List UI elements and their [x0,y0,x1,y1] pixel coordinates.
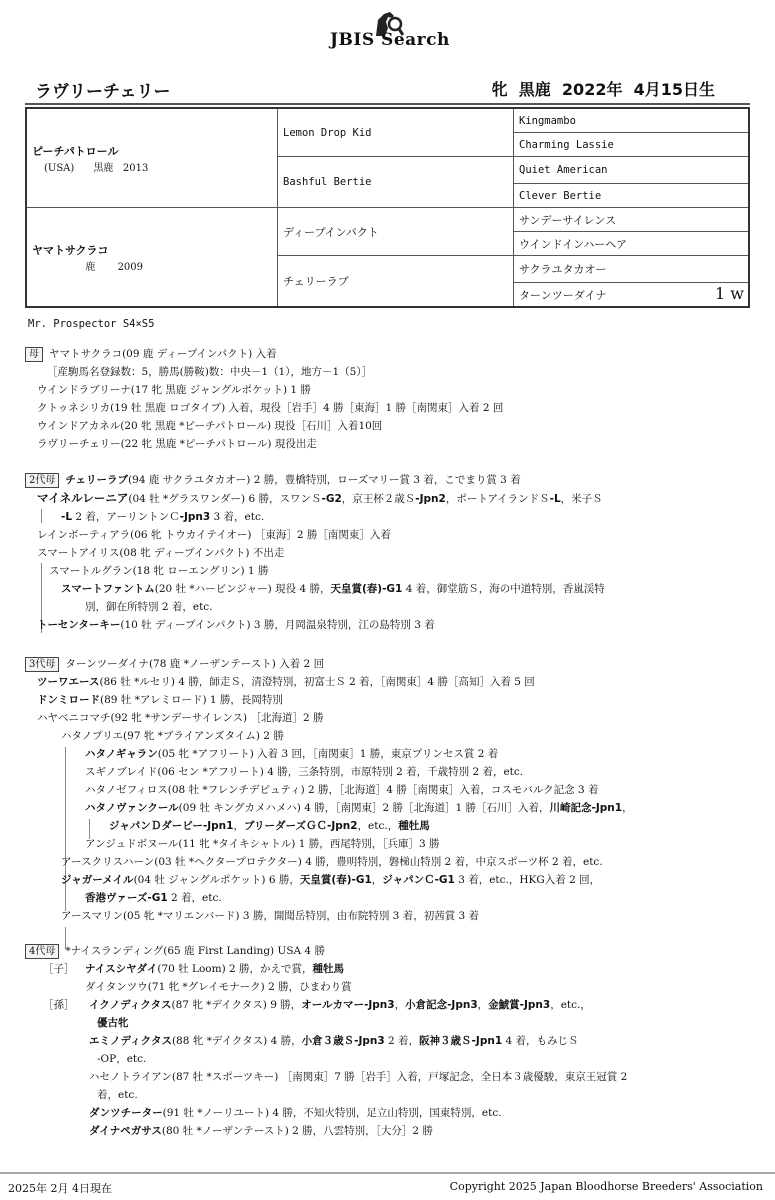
dam1-section [25,345,745,453]
bold-name: ダンツチーター [89,1107,163,1119]
dam4-line: 着，etc. [97,1089,138,1101]
dam1-head [25,345,745,363]
dam3-line [25,889,745,907]
dam3-section [25,655,745,925]
bold-name: ジャガーメイル [61,874,134,886]
text: (10 牡 ディープインパクト) 3 勝，月岡温泉特別，江の島特別 3 着 [120,619,435,631]
text: 2 着， [384,1035,420,1047]
dam3-line: アンジュドボヌール(11 牝 *タイキシャトル) 1 勝，西尾特別，［兵庫］3 勝 [85,838,440,850]
ancestor-g3[interactable]: Quiet American [514,157,750,184]
dam2-line: レインボーティアラ(06 牝 トウカイテイオー) ［東海］2 勝［南関東］入着 [37,529,391,541]
dam2-line: スマートアイリス(08 牝 ディープインパクト) 不出走 [37,547,285,559]
bold-name: ハタノヴァンクール [85,802,179,814]
bold-name: ドンミロード [37,694,100,706]
dam1-head-text: ヤマトサクラコ(09 鹿 ディープインパクト) 入着 [49,348,277,360]
dam3-line: スギノブレイド(06 セン *アフリート) 4 勝，三条特別，市原特別 2 着，千歳特別 2 着，etc. [85,766,524,778]
dam3-line [25,817,745,835]
text: 2 着，etc. [167,892,222,904]
text: 4 着，御堂筋Ｓ，海の中道特別，香嵐渓特 [402,583,605,595]
dam3-line: ハヤベニコマチ(92 牝 *サンデーサイレンス) ［北海道］2 勝 [37,712,324,724]
bold-race: オールカマー-Jpn3 [301,999,395,1011]
dam2-line: スマートルグラン(18 牝 ローエングリン) 1 勝 [49,565,269,577]
bold-race: 香港ヴァーズ-G1 [85,892,168,904]
text: ，米子Ｓ [560,493,603,505]
dam3-line [25,799,745,817]
dam2-line [25,580,745,598]
dam2-line: 別，御在所特別 2 着，etc. [85,601,213,613]
bold-race: ブリーダーズＧＣ-Jpn2 [243,820,358,832]
pedigree-table [25,107,750,308]
dam4-line: -OP，etc. [97,1053,147,1065]
bold-race: ジャパンＣ-G1 [382,874,455,886]
text: 3 着，etc.，HKG入着 2 回， [454,874,601,886]
dam4-line [25,996,745,1014]
sire-dam[interactable]: Bashful Bertie [278,157,514,208]
text: (70 牡 Loom) 2 勝，かえで賞， [157,963,313,975]
dam4-line: ダイタンツウ(71 牝 *グレイモナーク) 2 勝，ひまわり賞 [85,981,352,993]
dam2-head [25,471,745,489]
text: ，ポートアイランドＳ [445,493,550,505]
dam2-tag: 2代母 [25,473,59,488]
bold-grade: -Jpn3 [179,511,211,523]
bold-name: ハタノギャラン [85,748,158,760]
dam3-line: ハタノプリエ(97 牝 *ブライアンズタイム) 2 勝 [61,730,284,742]
dam2-line [25,616,745,634]
text: ， [394,999,406,1011]
dam4-head [25,942,745,960]
dam-dam[interactable]: チェリーラブ [278,256,514,308]
sire-info: (USA) 黒鹿 2013 [44,162,149,174]
horse-profile: 牝 黒鹿 2022年 4月15日生 [491,80,715,99]
text: (20 牡 *ハービンジャー) 現役 4 勝， [154,583,331,595]
text: (05 牝 *アフリート) 入着 3 回，［南関東］1 勝，東京プリンセス賞 2 着 [157,748,499,760]
ancestor-g3[interactable]: Kingmambo [514,108,750,133]
bold-race: 天皇賞(春) [330,583,383,595]
bold-name: トーセンターキー [37,619,121,631]
text: ，etc.， [550,999,591,1011]
dam3-line [25,745,745,763]
horse-title-bar [25,73,750,105]
dam1-line: ウインドアカネル(20 牝 黒鹿 *ピーチパトロール) 現役［石川］入着10回 [37,420,383,432]
dam3-line [25,691,745,709]
grandchild-label: ［孫］ [43,999,75,1011]
bold-race: 天皇賞(春)-G1 [299,874,372,886]
dam3-head-text: ターンツーダイナ(78 鹿 *ノーザンテースト) 入着 2 回 [65,658,325,670]
lw-mark: 1 w [715,284,744,303]
dam4-tag: 4代母 [25,944,59,959]
bold-grade: -G2 [321,493,342,505]
dam3-line: アースマリン(05 牝 *マリエンバード) 3 勝，開聞岳特別，由布院特別 3 着，初茜賞 3 着 [61,910,480,922]
text: (04 牡 ジャングルポケット) 6 勝， [133,874,300,886]
ancestor-g3[interactable]: Charming Lassie [514,133,750,157]
footer-copyright: Copyright 2025 Japan Bloodhorse Breeders' Association [449,1180,763,1193]
dam1-line: ラヴリーチェリー(22 牝 黒鹿 *ピーチパトロール) 現役出走 [37,438,317,450]
logo-text: JBIS Search [330,30,450,50]
sire-cell [26,108,278,208]
bold-name: マイネルレーニア [37,491,129,505]
bold-name: イクノディクタス [89,999,172,1011]
bold-race: 小倉３歳Ｓ-Jpn3 [301,1035,385,1047]
dam1-line: ウインドラブリーナ(17 牝 黒鹿 ジャングルポケット) 1 勝 [37,384,311,396]
text: ， [371,874,383,886]
text: (86 牡 *ルセリ) 4 勝，師走Ｓ，清澄特別，初富士Ｓ 2 着，［南関東］4 勝［高知］入着 5 回 [99,676,535,688]
footer-date: 2025年 2月 4日現在 [8,1182,112,1195]
text: 3 着，etc. [210,511,265,523]
dam4-line [25,1122,745,1140]
dam1-line: クトゥネシリカ(19 牡 黒鹿 ロゴタイプ) 入着，現役［岩手］4 勝［東海］1 勝［南関東］入着 2 回 [37,402,504,414]
ancestor-g3[interactable]: サンデーサイレンス [514,208,750,232]
bold-grade: -Jpn2 [415,493,446,505]
dam2-head-text: (94 鹿 サクラユタカオー) 2 勝，豊橋特別，ローズマリー賞 3 着，こでまり賞 3 着 [128,474,521,486]
dam2-section [25,471,745,634]
inbreeding-info: Mr. Prospector S4×S5 [28,318,155,330]
dam3-line [25,673,745,691]
bold-grade: -L [549,493,561,505]
bold-grade: -L [61,511,73,523]
dam-cell [26,208,278,308]
ancestor-g3[interactable]: ウインドインハーヘア [514,232,750,256]
dam-name[interactable]: ヤマトサクラコ [32,243,109,257]
text: (88 牝 *デイクタス) 4 勝， [171,1035,302,1047]
text: 2 着，アーリントンＣ [72,511,180,523]
ancestor-g3-last[interactable] [514,283,750,308]
ancestor-g3-name: ターンツーダイナ [519,288,607,302]
bold-name: ツーワエース [37,676,100,688]
text: ， [233,820,244,832]
text: (80 牡 *ノーザンテースト) 2 勝，八雲特別，［大分］2 勝 [161,1125,433,1137]
dam3-head [25,655,745,673]
dam2-name: チェリーラブ [65,474,129,486]
bold-name: スマートファントム [61,583,155,595]
dam3-line: ハタノゼフィロス(08 牡 *フレンチデピュティ) 2 勝，［北海道］4 勝［南関東］入着，コスモバルク記念 3 着 [85,784,599,796]
text: (89 牡 *アレミロード) 1 勝，長岡特別 [100,694,283,706]
dam4-section [25,942,745,1140]
bold-race: 金鯱賞-Jpn3 [488,999,551,1011]
sire-sire[interactable]: Lemon Drop Kid [278,108,514,157]
bold-text: 種牡馬 [312,963,345,975]
ancestor-g3[interactable]: Clever Bertie [514,184,750,208]
text: (09 牡 キングカメハメハ) 4 勝，［南関東］2 勝［北海道］1 勝［石川］入着， [178,802,550,814]
dam1-tag: 母 [25,347,43,362]
dam3-line: アースクリスハーン(03 牡 *ヘクタープロテクター) 4 勝，豊明特別，磐梯山特別 2 着，中京スポーツ杯 2 着，etc. [61,856,603,868]
dam4-line: ハセノトライアン(87 牡 *スポーツキー) ［南関東］7 勝［岩手］入着，戸塚記念，全日本３歳優駿，東京王冠賞 2 [89,1071,628,1083]
dam4-line [25,1014,745,1032]
dam4-line [25,960,745,978]
text: ， [622,802,633,814]
jbis-logo[interactable] [330,8,460,54]
text: ，京王杯２歳Ｓ [341,493,416,505]
sire-name[interactable]: ピーチパトロール [32,144,119,158]
bold-race: 川崎記念-Jpn1 [549,802,623,814]
dam2-line [25,508,745,526]
child-label: ［子］ [43,963,75,975]
dam4-head-text: *ナイスランディング(65 鹿 First Landing) USA 4 勝 [65,945,325,957]
dam-info: 鹿 2009 [44,261,144,273]
bold-grade: -G1 [382,583,403,595]
bold-text: 種牡馬 [398,820,430,832]
text: (04 牡 *グラスワンダー) 6 勝，スワンＳ [128,493,322,505]
ancestor-g3[interactable]: サクラユタカオー [514,256,750,283]
dam-sire[interactable]: ディープインパクト [278,208,514,256]
dam3-tag: 3代母 [25,657,59,672]
bold-name: エミノディクタス [89,1035,172,1047]
text: ，etc.， [357,820,399,832]
bold-race: 阪神３歳Ｓ-Jpn1 [419,1035,503,1047]
bold-race: 小倉記念-Jpn3 [405,999,478,1011]
dam3-line [25,871,745,889]
bold-text: 優古牝 [97,1017,129,1029]
horse-name: ラヴリーチェリー [35,82,171,102]
bold-name: ナイスシヤダイ [85,963,158,975]
text: ， [477,999,489,1011]
dam4-line [25,1104,745,1122]
dam1-line: ［産駒馬名登録数：5，勝馬(勝鞍)数：中央－1（1），地方－1（5）］ [47,366,373,378]
dam2-line [25,489,745,508]
text: (87 牝 *デイクタス) 9 勝， [171,999,302,1011]
bold-race: ジャパンＤダービー-Jpn1 [109,820,234,832]
text: 4 着，もみじＳ [502,1035,579,1047]
bold-name: ダイナペガサス [89,1125,162,1137]
dam4-line [25,1032,745,1050]
text: (91 牡 *ノーリユート) 4 勝，不知火特別，足立山特別，国東特別，etc. [162,1107,502,1119]
footer-divider [0,1172,775,1174]
